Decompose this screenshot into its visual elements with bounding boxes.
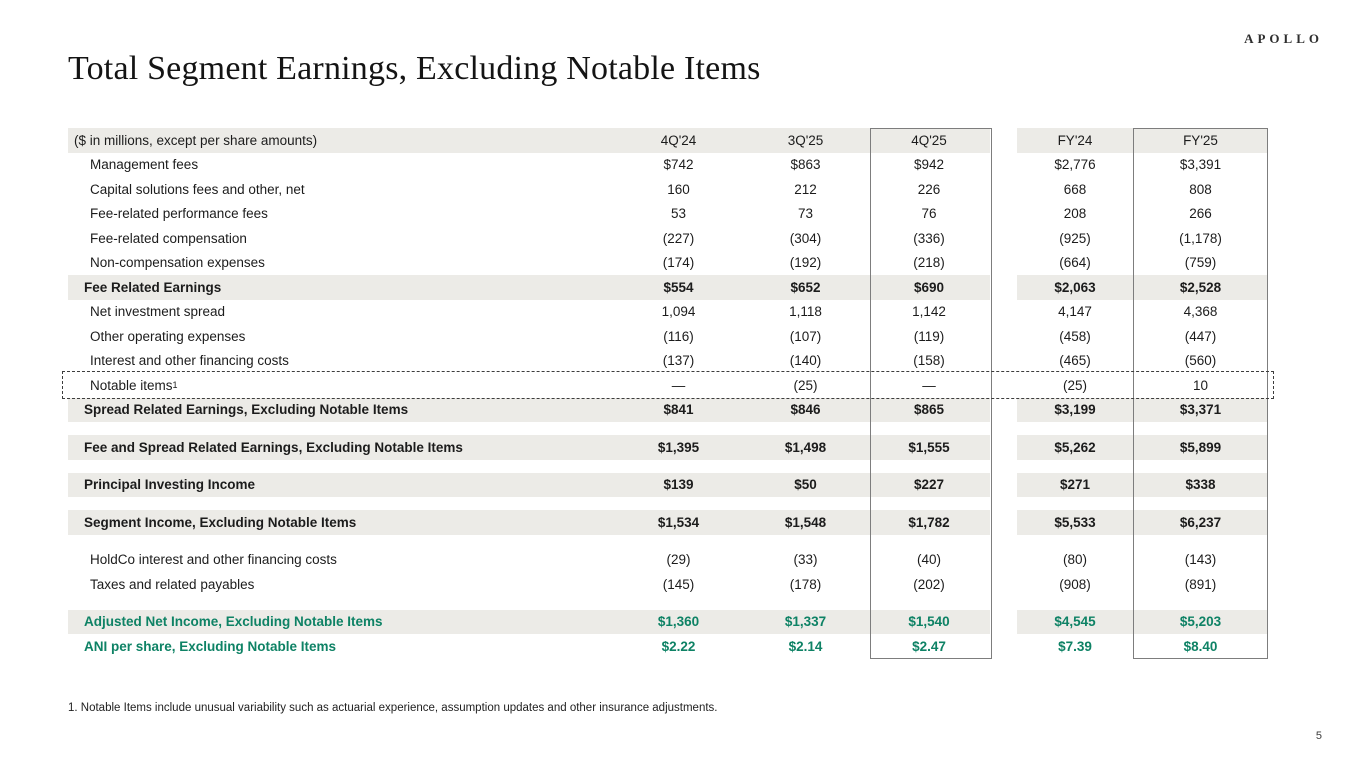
row-label-text: HoldCo interest and other financing costs xyxy=(90,552,337,568)
table-row xyxy=(68,610,1268,635)
cell-value: $2,528 xyxy=(1133,275,1268,300)
row-label xyxy=(68,226,621,251)
row-gap xyxy=(68,497,1268,510)
row-gap xyxy=(68,422,1268,435)
cell-value: 1,118 xyxy=(789,304,822,320)
column-header: FY'24 xyxy=(1017,128,1133,153)
cell-spacer xyxy=(736,510,748,535)
cell-value: $5,533 xyxy=(1017,510,1133,535)
cell-value: (140) xyxy=(789,353,822,369)
cell-value: 208 xyxy=(1063,206,1087,222)
cell-value: (891) xyxy=(1184,576,1217,592)
cell-value: 266 xyxy=(1189,206,1212,222)
cell-value: — xyxy=(922,377,936,393)
cell-value: $1,337 xyxy=(748,610,863,635)
cell-value: (116) xyxy=(663,328,694,344)
cell-value: 76 xyxy=(921,206,937,222)
row-label xyxy=(68,548,621,573)
table-row xyxy=(68,202,1268,227)
cell-value: (137) xyxy=(662,353,695,369)
cell-value: $3,371 xyxy=(1133,398,1268,423)
table-row xyxy=(68,510,1268,535)
cell-value: (447) xyxy=(1184,328,1217,344)
cell-value: (218) xyxy=(913,255,945,271)
cell-spacer xyxy=(736,300,748,325)
cell-value: $1,540 xyxy=(868,610,990,635)
cell-value: 10 xyxy=(1192,377,1209,393)
cell-spacer xyxy=(990,324,1017,349)
row-label-text: Net investment spread xyxy=(90,304,226,320)
table-row xyxy=(68,398,1268,423)
table-row xyxy=(68,435,1268,460)
table-row xyxy=(68,572,1268,597)
cell-spacer xyxy=(736,324,748,349)
cell-value: (465) xyxy=(1059,353,1091,369)
cell-value: $2,063 xyxy=(1017,275,1133,300)
cell-spacer xyxy=(736,275,748,300)
cell-value: $554 xyxy=(621,275,736,300)
row-label xyxy=(68,610,621,635)
table-row xyxy=(68,251,1268,276)
cell-value: (178) xyxy=(789,576,822,592)
cell-value: $50 xyxy=(748,473,863,498)
column-spacer xyxy=(990,128,1017,153)
cell-spacer xyxy=(990,349,1017,374)
cell-value: (174) xyxy=(662,255,695,271)
cell-value: $5,262 xyxy=(1017,435,1133,460)
cell-value: (227) xyxy=(662,230,695,246)
table-row xyxy=(68,473,1268,498)
cell-spacer xyxy=(990,398,1017,423)
cell-spacer xyxy=(990,473,1017,498)
cell-spacer xyxy=(736,435,748,460)
cell-value: $2.22 xyxy=(661,638,696,654)
row-label-text: Non-compensation expenses xyxy=(90,255,265,271)
cell-spacer xyxy=(990,226,1017,251)
cell-value: $271 xyxy=(1017,473,1133,498)
row-label-text: Principal Investing Income xyxy=(84,477,256,493)
table-units-label: ($ in millions, except per share amounts) xyxy=(68,128,621,153)
row-gap xyxy=(68,460,1268,473)
table-row xyxy=(68,324,1268,349)
row-label-text: ANI per share, Excluding Notable Items xyxy=(84,638,337,654)
row-label xyxy=(68,634,621,659)
table-row xyxy=(68,153,1268,178)
row-label-text: Other operating expenses xyxy=(90,328,246,344)
row-label xyxy=(68,153,621,178)
cell-spacer xyxy=(736,548,748,573)
cell-value: 668 xyxy=(1063,181,1087,197)
cell-value: (925) xyxy=(1059,230,1091,246)
cell-spacer xyxy=(736,398,748,423)
row-label-text: Taxes and related payables xyxy=(90,576,255,592)
table-header-row xyxy=(68,128,1268,153)
cell-value: $863 xyxy=(790,157,821,173)
row-label xyxy=(68,435,621,460)
row-label xyxy=(68,202,621,227)
column-spacer xyxy=(736,128,748,153)
cell-value: (33) xyxy=(793,552,818,568)
cell-value: $2.14 xyxy=(788,638,823,654)
column-header: 4Q'24 xyxy=(621,128,736,153)
column-header: 4Q'25 xyxy=(868,128,990,153)
cell-value: $846 xyxy=(748,398,863,423)
cell-spacer xyxy=(990,435,1017,460)
cell-spacer xyxy=(990,510,1017,535)
cell-value: 1,094 xyxy=(661,304,696,320)
cell-value: $652 xyxy=(748,275,863,300)
cell-value: 160 xyxy=(667,181,690,197)
cell-value: $1,395 xyxy=(621,435,736,460)
table-row xyxy=(68,634,1268,659)
cell-spacer xyxy=(990,251,1017,276)
row-label-text: Fee-related compensation xyxy=(90,230,247,246)
cell-value: $227 xyxy=(868,473,990,498)
cell-value: $742 xyxy=(663,157,694,173)
cell-spacer xyxy=(990,572,1017,597)
cell-value: $3,391 xyxy=(1179,157,1222,173)
cell-value: 808 xyxy=(1189,181,1212,197)
cell-value: (107) xyxy=(789,328,822,344)
table-row xyxy=(68,300,1268,325)
cell-spacer xyxy=(990,610,1017,635)
cell-value: $1,782 xyxy=(868,510,990,535)
cell-value: $1,534 xyxy=(621,510,736,535)
row-label xyxy=(68,177,621,202)
cell-value: (80) xyxy=(1062,552,1087,568)
footnote: 1. Notable Items include unusual variability such as actuarial experience, assumption updates and other insurance adjustments. xyxy=(68,702,718,714)
cell-value: (119) xyxy=(913,328,945,344)
table-row xyxy=(68,226,1268,251)
cell-value: (158) xyxy=(913,353,945,369)
column-header: FY'25 xyxy=(1133,128,1268,153)
row-label: Notable items 1 xyxy=(90,377,178,393)
row-label-text: Fee and Spread Related Earnings, Excluding Notable Items xyxy=(84,439,463,455)
cell-value: (664) xyxy=(1059,255,1091,271)
row-label-text: Segment Income, Excluding Notable Items xyxy=(84,514,357,530)
cell-value: (458) xyxy=(1059,328,1091,344)
cell-spacer xyxy=(990,634,1017,659)
row-label xyxy=(68,275,621,300)
row-gap xyxy=(68,597,1268,610)
cell-value: 212 xyxy=(794,181,817,197)
cell-value: (1,178) xyxy=(1179,230,1222,246)
cell-spacer xyxy=(736,251,748,276)
cell-value: (145) xyxy=(662,576,695,592)
cell-value: (202) xyxy=(913,576,945,592)
cell-value: $942 xyxy=(913,157,945,173)
row-label xyxy=(68,251,621,276)
cell-value: $5,203 xyxy=(1133,610,1268,635)
page-number: 5 xyxy=(1315,730,1322,742)
row-label-text: Spread Related Earnings, Excluding Notable Items xyxy=(84,402,409,418)
cell-spacer xyxy=(736,572,748,597)
cell-value: — xyxy=(671,377,686,393)
cell-value: 4,147 xyxy=(1058,304,1092,320)
cell-spacer xyxy=(736,177,748,202)
cell-spacer xyxy=(736,473,748,498)
earnings-table xyxy=(68,128,1268,659)
cell-value: (25) xyxy=(1062,377,1087,393)
cell-value: 53 xyxy=(670,206,687,222)
row-label-text: Adjusted Net Income, Excluding Notable Items xyxy=(84,614,383,630)
cell-value: $7.39 xyxy=(1058,638,1092,654)
cell-value: $690 xyxy=(868,275,990,300)
cell-value: $1,555 xyxy=(868,435,990,460)
cell-value: $5,899 xyxy=(1133,435,1268,460)
table-row xyxy=(68,275,1268,300)
row-label xyxy=(68,572,621,597)
cell-value: (40) xyxy=(916,552,941,568)
table-row xyxy=(68,548,1268,573)
row-label xyxy=(68,398,621,423)
table-row xyxy=(68,177,1268,202)
row-label xyxy=(68,510,621,535)
cell-spacer xyxy=(736,202,748,227)
cell-value: $3,199 xyxy=(1017,398,1133,423)
cell-spacer xyxy=(736,634,748,659)
cell-spacer xyxy=(736,226,748,251)
column-header: 3Q'25 xyxy=(748,128,863,153)
cell-spacer xyxy=(990,177,1017,202)
cell-value: $1,498 xyxy=(748,435,863,460)
cell-value: (29) xyxy=(666,552,691,568)
row-label-text: Management fees xyxy=(90,157,199,173)
row-label xyxy=(68,324,621,349)
cell-spacer xyxy=(990,548,1017,573)
cell-value: (908) xyxy=(1059,576,1091,592)
cell-value: 226 xyxy=(917,181,941,197)
cell-spacer xyxy=(990,300,1017,325)
cell-value: $865 xyxy=(868,398,990,423)
cell-value: (192) xyxy=(789,255,822,271)
row-label-text: Fee-related performance fees xyxy=(90,206,268,222)
cell-value: $2,776 xyxy=(1054,157,1096,173)
cell-value: (336) xyxy=(913,230,945,246)
cell-value: (560) xyxy=(1184,353,1217,369)
cell-value: $338 xyxy=(1133,473,1268,498)
cell-value: (143) xyxy=(1184,552,1217,568)
cell-value: (304) xyxy=(789,230,822,246)
table-row xyxy=(68,349,1268,374)
page-title: Total Segment Earnings, Excluding Notable Items xyxy=(68,50,761,87)
cell-value: (25) xyxy=(793,377,818,393)
cell-spacer xyxy=(736,610,748,635)
cell-spacer xyxy=(736,373,748,398)
cell-value: $841 xyxy=(621,398,736,423)
cell-spacer xyxy=(736,153,748,178)
cell-value: $1,548 xyxy=(748,510,863,535)
apollo-logo: APOLLO xyxy=(1244,31,1323,46)
cell-spacer xyxy=(990,275,1017,300)
cell-value: $4,545 xyxy=(1017,610,1133,635)
row-label-text: Notable items xyxy=(90,377,173,393)
cell-spacer xyxy=(736,349,748,374)
cell-value: $1,360 xyxy=(621,610,736,635)
cell-value: 73 xyxy=(797,206,814,222)
cell-spacer xyxy=(990,153,1017,178)
cell-spacer xyxy=(990,373,1017,398)
cell-spacer xyxy=(990,202,1017,227)
cell-value: $139 xyxy=(621,473,736,498)
cell-value: (759) xyxy=(1184,255,1217,271)
row-label xyxy=(68,349,621,374)
cell-value: $8.40 xyxy=(1183,638,1218,654)
cell-value: $6,237 xyxy=(1133,510,1268,535)
table-row xyxy=(68,373,1268,398)
cell-value: $2.47 xyxy=(912,638,946,654)
cell-value: 4,368 xyxy=(1183,304,1218,320)
row-label-text: Interest and other financing costs xyxy=(90,353,289,369)
row-label-text: Capital solutions fees and other, net xyxy=(90,181,305,197)
row-label xyxy=(68,473,621,498)
row-label xyxy=(68,300,621,325)
row-label-text: Fee Related Earnings xyxy=(84,279,222,295)
row-gap xyxy=(68,535,1268,548)
cell-value: 1,142 xyxy=(912,304,946,320)
